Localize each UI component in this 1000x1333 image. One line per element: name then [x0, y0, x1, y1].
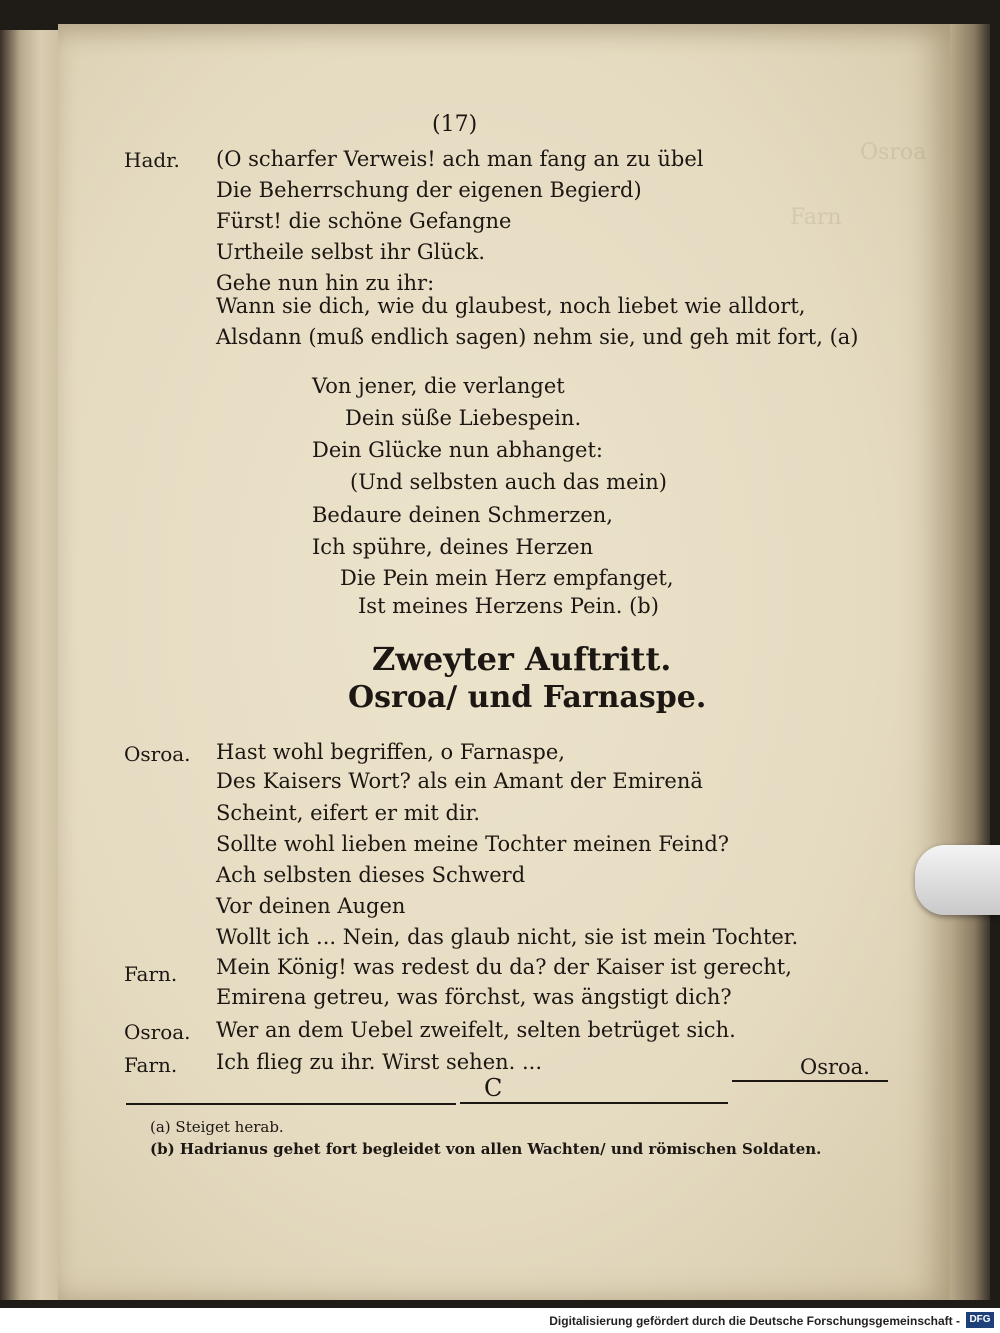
verse-line: Vor deinen Augen — [216, 894, 406, 918]
aria-line: Die Pein mein Herz empfanget, — [340, 566, 674, 590]
page-clip — [915, 845, 1000, 915]
catchword: Osroa. — [800, 1055, 870, 1079]
speaker-label: Farn. — [124, 962, 178, 986]
speaker-label: Osroa. — [124, 742, 191, 766]
aria-line: (Und selbsten auch das mein) — [350, 470, 667, 494]
verse-line: Wer an dem Uebel zweifelt, selten betrüget sich. — [216, 1018, 736, 1042]
signature-mark: C — [484, 1074, 503, 1102]
verse-line: Ach selbsten dieses Schwerd — [216, 863, 526, 887]
aria-line: Dein Glücke nun abhanget: — [312, 438, 603, 462]
verse-line: Fürst! die schöne Gefangne — [216, 209, 512, 233]
aria-line: Ist meines Herzens Pein. (b) — [358, 594, 659, 618]
footer-credit: Digitalisierung gefördert durch die Deutsche Forschungsgemeinschaft - — [549, 1314, 960, 1328]
verse-line: Alsdann (muß endlich sagen) nehm sie, und geh mit fort, (a) — [216, 325, 859, 349]
verse-line: Sollte wohl lieben meine Tochter meinen Feind? — [216, 832, 730, 856]
verse-line: (O scharfer Verweis! ach man fang an zu übel — [216, 147, 704, 171]
aria-line: Ich spühre, deines Herzen — [312, 535, 594, 559]
verse-line: Hast wohl begriffen, o Farnaspe, — [216, 740, 565, 764]
aria-line: Bedaure deinen Schmerzen, — [312, 503, 613, 527]
bleed-through: Osroa — [860, 140, 927, 165]
page-header: (17) — [432, 112, 478, 137]
verse-line: Emirena getreu, was förchst, was ängstigt dich? — [216, 985, 732, 1009]
verse-line: Mein König! was redest du da? der Kaiser ist gerecht, — [216, 955, 792, 979]
speaker-label: Hadr. — [124, 148, 180, 172]
verse-line: Gehe nun hin zu ihr: — [216, 271, 435, 295]
verse-line: Des Kaisers Wort? als ein Amant der Emirenä — [216, 769, 703, 793]
footnote-rule — [460, 1102, 728, 1104]
dfg-logo: DFG — [966, 1312, 994, 1328]
verse-line: Ich flieg zu ihr. Wirst sehen. ... — [216, 1050, 543, 1074]
verse-line: Die Beherrschung der eigenen Begierd) — [216, 178, 642, 202]
footnote-rule — [732, 1080, 888, 1082]
left-page-edge — [0, 30, 58, 1300]
verse-line: Wann sie dich, wie du glaubest, noch liebet wie alldort, — [216, 294, 806, 318]
verse-line: Wollt ich ... Nein, das glaub nicht, sie ist mein Tochter. — [216, 925, 799, 949]
speaker-label: Farn. — [124, 1053, 178, 1077]
footnote: (a) Steiget herab. — [150, 1118, 284, 1136]
aria-line: Dein süße Liebespein. — [345, 406, 582, 430]
speaker-label: Osroa. — [124, 1020, 191, 1044]
bleed-through: Farn — [790, 205, 842, 230]
aria-line: Von jener, die verlanget — [312, 374, 565, 398]
scene-persons: Osroa/ und Farnaspe. — [348, 680, 707, 715]
verse-line: Scheint, eifert er mit dir. — [216, 801, 481, 825]
footnote-rule — [126, 1103, 456, 1105]
right-page-edge — [950, 24, 990, 1300]
scene-title: Zweyter Auftritt. — [372, 640, 672, 678]
footnote: (b) Hadrianus gehet fort begleidet von allen Wachten/ und römischen Soldaten. — [150, 1140, 822, 1158]
verse-line: Urtheile selbst ihr Glück. — [216, 240, 486, 264]
